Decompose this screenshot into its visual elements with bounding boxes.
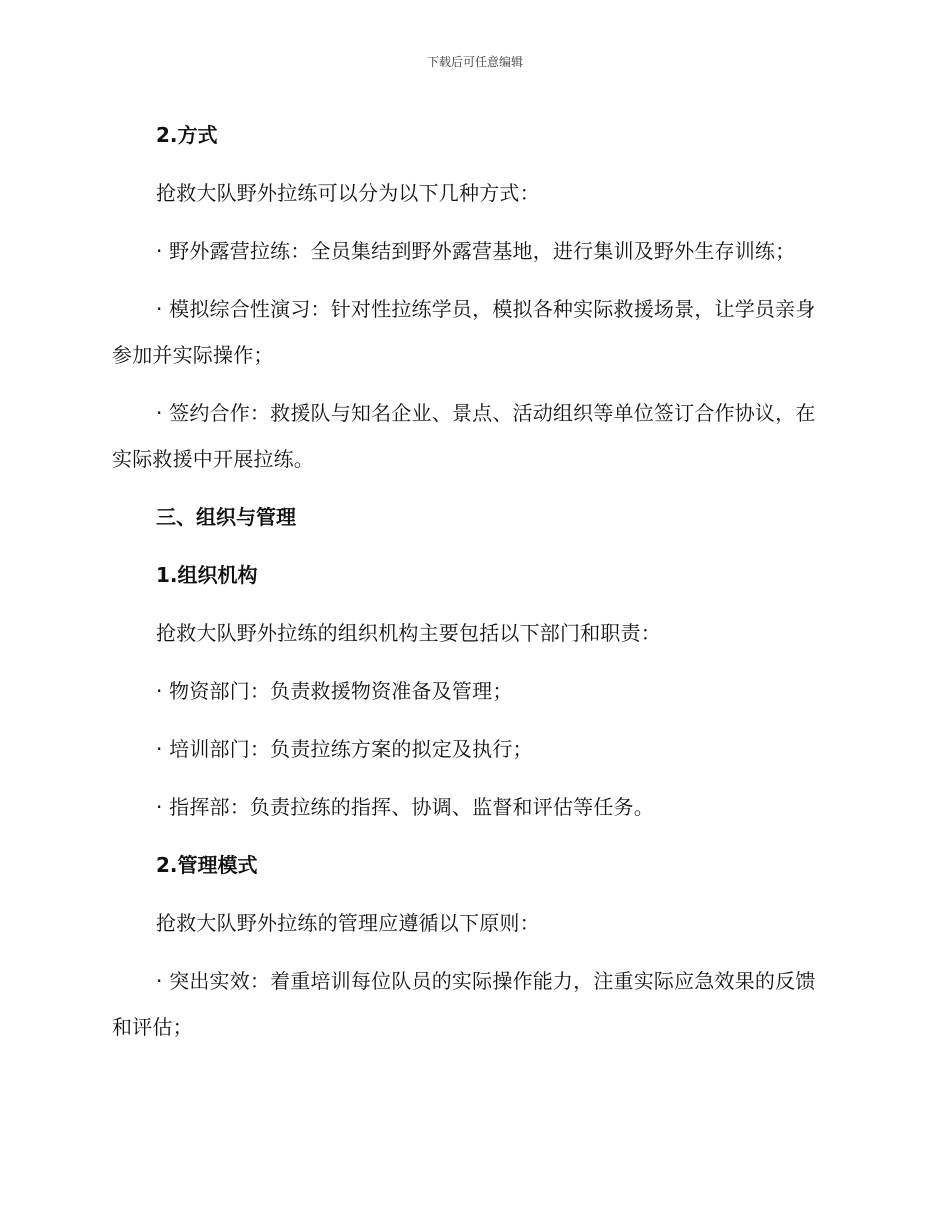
page-header-note: 下载后可任意编辑 — [426, 55, 523, 69]
list-item-org-materials: · 物资部门：负责救援物资准备及管理； — [156, 679, 513, 703]
list-item-org-training: · 培训部门：负责拉练方案的拟定及执行； — [156, 737, 533, 761]
list-item-method-camping: · 野外露营拉练：全员集结到野外露营基地，进行集训及野外生存训练； — [156, 239, 796, 263]
list-item-org-command: · 指挥部：负责拉练的指挥、协调、监督和评估等任务。 — [156, 795, 654, 819]
list-item-method-simulation: · 模拟综合性演习：针对性拉练学员，模拟各种实际救援场景，让学员亲身参加并实际操作； — [112, 297, 816, 367]
section-heading-methods: 2.方式 — [156, 123, 218, 147]
section-heading-structure: 1.组织机构 — [156, 563, 258, 587]
paragraph-mgmt-intro: 抢救大队野外拉练的管理应遵循以下原则： — [156, 911, 540, 935]
chapter-heading-organization: 三、组织与管理 — [156, 505, 296, 529]
list-item-method-cooperation: · 签约合作：救援队与知名企业、景点、活动组织等单位签订合作协议，在实际救援中开展拉练。 — [112, 401, 816, 471]
list-item-mgmt-effectiveness: · 突出实效：着重培训每位队员的实际操作能力，注重实际应急效果的反馈和评估； — [112, 969, 816, 1039]
paragraph-org-intro: 抢救大队野外拉练的组织机构主要包括以下部门和职责： — [156, 621, 661, 645]
paragraph-methods-intro: 抢救大队野外拉练可以分为以下几种方式： — [156, 181, 540, 205]
document-body — [112, 112, 824, 1062]
section-heading-management: 2.管理模式 — [156, 853, 258, 877]
